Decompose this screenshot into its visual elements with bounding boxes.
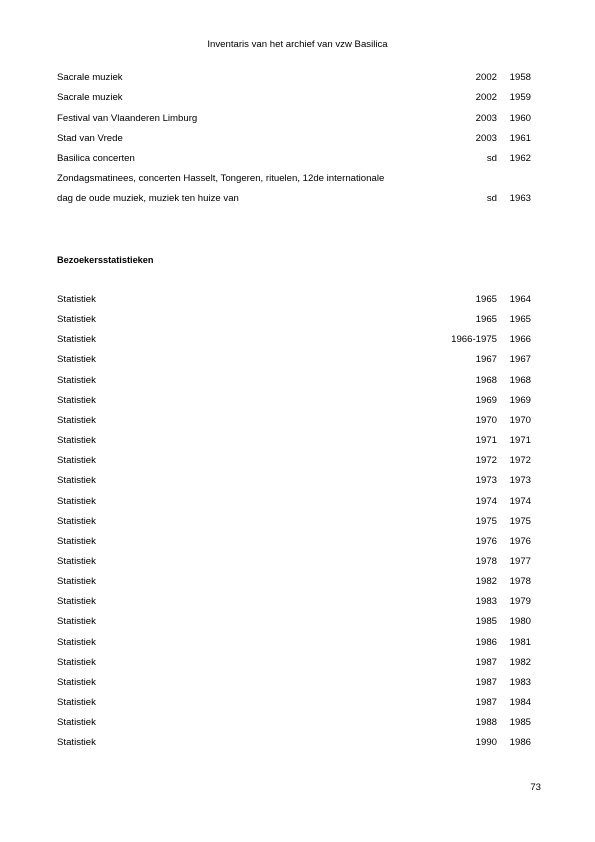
entry-date: 1987 — [475, 676, 497, 688]
list-item — [57, 154, 531, 166]
entry-date: 1985 — [475, 616, 497, 628]
entry-title: Statistiek — [57, 394, 96, 406]
entry-date: 1975 — [475, 515, 497, 527]
entry-date: 1966-1975 — [451, 334, 497, 346]
section-heading: Bezoekersstatistieken — [57, 255, 154, 265]
entry-number: 1986 — [509, 737, 531, 749]
entry-date: 1972 — [475, 455, 497, 467]
list-item — [57, 436, 531, 448]
entry-number: 1977 — [509, 556, 531, 567]
entry-title: Statistiek — [57, 535, 96, 547]
entry-title: Statistiek — [57, 717, 96, 729]
entry-date: 1965 — [475, 314, 497, 326]
entry-date: 1982 — [475, 576, 497, 588]
entry-title: Statistiek — [57, 354, 96, 366]
entry-number: 1971 — [509, 435, 531, 446]
entry-number: 1963 — [509, 193, 531, 204]
list-item — [57, 476, 531, 488]
entry-date: 1973 — [475, 475, 497, 487]
entry-title: Statistiek — [57, 475, 96, 487]
entry-title: Statistiek — [57, 697, 96, 708]
entry-number: 1960 — [509, 113, 531, 124]
list-item — [57, 658, 531, 670]
list-item — [57, 134, 531, 146]
entry-title: Statistiek — [57, 656, 96, 668]
entry-date: 2003 — [475, 113, 497, 124]
entry-date: 1971 — [475, 435, 497, 446]
list-item — [57, 678, 531, 690]
list-item — [57, 376, 531, 388]
list-item — [57, 738, 531, 750]
entry-title: Zondagsmatinees, concerten Hasselt, Tongeren, rituelen, 12de internationale — [57, 173, 385, 184]
list-item — [57, 517, 531, 529]
entry-title: Statistiek — [57, 576, 96, 588]
entry-title: Sacrale muziek — [57, 92, 123, 103]
entry-number: 1975 — [509, 515, 531, 527]
entry-number: 1964 — [509, 294, 531, 305]
entry-title: Statistiek — [57, 596, 96, 608]
entry-date: 1978 — [475, 556, 497, 567]
entry-number: 1969 — [509, 394, 531, 406]
entry-number: 1976 — [509, 535, 531, 547]
entry-title: Statistiek — [57, 435, 96, 446]
entry-date: 1970 — [475, 414, 497, 426]
entry-title: Basilica concerten — [57, 153, 135, 164]
entry-title: Statistiek — [57, 636, 96, 648]
entry-title: Stad van Vrede — [57, 133, 123, 144]
list-item — [57, 315, 531, 327]
entry-number: 1970 — [509, 414, 531, 426]
entry-title: Statistiek — [57, 314, 96, 326]
entry-title: Statistiek — [57, 455, 96, 467]
entry-date: 2002 — [475, 72, 497, 83]
entry-date: sd — [486, 153, 497, 164]
entry-number: 1982 — [509, 656, 531, 668]
list-item — [57, 497, 531, 509]
entry-date: 1974 — [475, 495, 497, 507]
entry-number: 1959 — [509, 92, 531, 103]
entry-title: Statistiek — [57, 676, 96, 688]
entry-number: 1974 — [509, 495, 531, 507]
entry-date: 1990 — [475, 737, 497, 749]
entry-number: 1973 — [509, 475, 531, 487]
list-item — [57, 577, 531, 589]
entry-number: 1972 — [509, 455, 531, 467]
entry-number: 1965 — [509, 314, 531, 326]
entry-title: Statistiek — [57, 334, 96, 346]
list-item — [57, 73, 531, 85]
list-item — [57, 93, 531, 105]
entry-date: 2003 — [475, 133, 497, 144]
entry-date: 1988 — [475, 717, 497, 729]
list-item — [57, 335, 531, 347]
list-item — [57, 114, 531, 126]
entry-number: 1979 — [509, 596, 531, 608]
entry-number: 1980 — [509, 616, 531, 628]
list-item — [57, 456, 531, 468]
entry-title: Statistiek — [57, 737, 96, 749]
list-item — [57, 698, 531, 710]
entry-number: 1968 — [509, 374, 531, 386]
entry-number: 1981 — [509, 636, 531, 648]
entry-number: 1978 — [509, 576, 531, 588]
list-item — [57, 557, 531, 569]
list-item — [57, 396, 531, 408]
entry-number: 1962 — [509, 153, 531, 164]
entry-title: Festival van Vlaanderen Limburg — [57, 113, 198, 124]
list-item — [57, 718, 531, 730]
entry-title: Statistiek — [57, 515, 96, 527]
list-item — [57, 617, 531, 629]
entry-number: 1983 — [509, 676, 531, 688]
entry-date: 1976 — [475, 535, 497, 547]
entry-title: dag de oude muziek, muziek ten huize van — [57, 193, 239, 204]
entry-date: 1967 — [475, 354, 497, 366]
entry-title: Statistiek — [57, 495, 96, 507]
entry-number: 1984 — [509, 697, 531, 708]
entry-date: 2002 — [475, 92, 497, 103]
entry-title: Statistiek — [57, 556, 96, 567]
list-item — [57, 174, 531, 186]
entry-title: Statistiek — [57, 374, 96, 386]
entry-date: sd — [486, 193, 497, 204]
entry-date: 1986 — [475, 636, 497, 648]
entry-number: 1958 — [509, 72, 531, 83]
entry-title: Sacrale muziek — [57, 72, 123, 83]
entry-title: Statistiek — [57, 616, 96, 628]
list-item — [57, 295, 531, 307]
entry-date: 1965 — [475, 294, 497, 305]
list-item — [57, 638, 531, 650]
entry-date: 1987 — [475, 656, 497, 668]
list-item — [57, 194, 531, 206]
list-item — [57, 597, 531, 609]
entry-number: 1966 — [509, 334, 531, 346]
entry-number: 1985 — [509, 717, 531, 729]
list-item — [57, 537, 531, 549]
entry-date: 1983 — [475, 596, 497, 608]
entry-title: Statistiek — [57, 414, 96, 426]
list-item — [57, 416, 531, 428]
entry-date: 1969 — [475, 394, 497, 406]
page-header: Inventaris van het archief van vzw Basilica — [207, 39, 388, 50]
list-item — [57, 355, 531, 367]
entry-date: 1987 — [475, 697, 497, 708]
entry-title: Statistiek — [57, 294, 96, 305]
entry-number: 1967 — [509, 354, 531, 366]
entry-number: 1961 — [509, 133, 531, 144]
page-number: 73 — [530, 782, 541, 793]
entry-date: 1968 — [475, 374, 497, 386]
